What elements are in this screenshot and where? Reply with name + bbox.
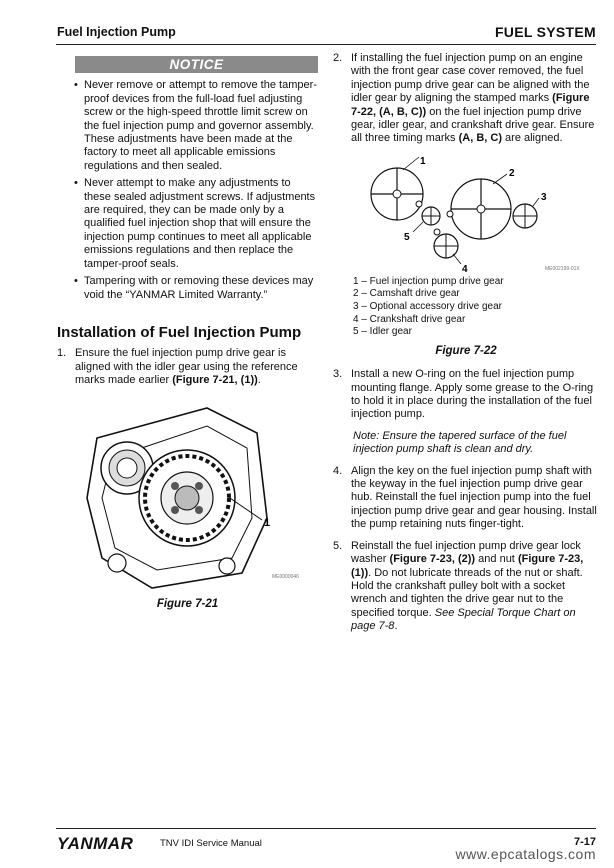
notice-bullet-3: • Tampering with or removing these devices may void the “YANMAR Limited Warranty.” [57,275,318,302]
notice-list [57,79,318,302]
step-number: 1. [57,347,67,360]
step-figure-ref: (Figure 7-22, (A, B, C)) [351,92,590,118]
torque-chart-ref: See Special Torque Chart on page 7-8 [351,606,576,633]
fig22-callout-3: 3 [541,191,547,203]
figure-7-21-callout: 1 [264,516,271,529]
step-figure-ref-2: (Figure 7-23, (1)) [351,553,584,579]
fig22-callout-2: 2 [509,167,515,179]
note-label: Note: [353,429,380,442]
note [333,430,599,457]
step-figure-ref-2: (A, B, C) [458,132,502,145]
step-4 [333,465,599,532]
right-column [333,52,599,642]
step-2 [333,52,599,146]
page-header-right: FUEL SYSTEM [494,24,596,40]
section-title: Installation of Fuel Injection Pump [57,323,302,341]
legend-item: 4 – Crankshaft drive gear [353,313,466,325]
step-text-tail-2: . Do not lubricate threads of the nut or shaft. Hold the crankshaft pulley bolt with a socket wrench and tighten the drive gear nut to the specified torque. [351,566,583,619]
step-figure-ref: (Figure 7-23, (2)) [389,553,476,566]
step-text: Ensure the fuel injection pump drive gear is aligned with the idler gear using the reference marks made earlier [75,347,298,387]
step-text: If installing the fuel injection pump on an engine with the front gear case cover removed, the fuel injection pump drive gear can be aligned with the idler gear by aligning the stamped marks [351,52,590,105]
note-text: Ensure the tapered surface of the fuel injection pump shaft is clean and dry. [353,429,567,456]
step-number: 3. [333,368,343,381]
footer-manual-title: TNV IDI Service Manual [160,838,262,849]
legend-item: 5 – Idler gear [353,326,412,338]
figure-7-22-gear-train [333,154,599,274]
step-text-tail-3: . [394,620,398,633]
left-column [57,56,318,611]
legend-item: 2 – Camshaft drive gear [353,288,460,300]
step-5 [333,540,599,634]
step-number: 4. [333,464,343,477]
page-number: 7-17 [573,836,596,848]
step-text: Reinstall the fuel injection pump drive gear lock washer [351,539,581,566]
notice-banner: NOTICE [75,56,318,73]
fig22-code: ME002199-01X [545,265,580,272]
fig22-callout-4: 4 [462,263,468,274]
footer-rule [56,828,596,829]
legend-item: 1 – Fuel injection pump drive gear [353,275,504,287]
watermark: www.epcatalogs.com [455,846,596,862]
legend-item: 3 – Optional accessory drive gear [353,301,502,313]
figure-7-22-legend [353,276,599,339]
figure-7-21-code: ME0000046 [272,573,299,580]
step-text-tail-2: are aligned. [501,132,563,145]
figure-7-22-caption: Figure 7-22 [435,344,497,357]
step-number: 5. [333,539,343,552]
step-text-tail: on the fuel injection pump drive gear, idler gear, and crankshaft drive gear. Ensure all three timing marks [351,105,595,145]
step-text-tail: . [257,374,261,387]
step-1 [57,347,318,387]
fig22-callout-1: 1 [420,155,426,167]
fig22-callout-5: 5 [404,231,410,243]
header-rule [56,44,596,45]
step-text: Install a new O-ring on the fuel injection pump mounting flange. Apply some grease to the O-ring to hold it in place during the installation of the fuel injection pump. [351,368,594,421]
notice-bullet-1: • Never remove or attempt to remove the tamper-proof devices from the full-load fuel adjusting screw or the high-speed throttle limit screw on the fuel injection pump and governor assembly. These adjustments have been made at the factory to meet all applicable emissions regulations and then sealed. [57,79,318,173]
page-header-left: Fuel Injection Pump [57,25,176,39]
step-3 [333,368,599,422]
step-number: 2. [333,52,343,64]
figure-7-21-caption: Figure 7-21 [156,597,219,610]
step-figure-ref: (Figure 7-21, (1)) [172,374,258,387]
notice-bullet-2: • Never attempt to make any adjustments to these sealed adjustment screws. If adjustments are required, they can be made only by a qualified fuel injection shop that will ensure the injection pump continues to meet all applicable emissions regulations and then replace the tamper-proof seals. [57,177,318,271]
step-text: Align the key on the fuel injection pump shaft with the keyway in the fuel injection pump drive gear hub. Reinstall the fuel injection pump into the fuel injection pump drive gear and gear housing. Install the pump retaining nuts finger-tight. [351,464,597,531]
figure-7-21-illustration [57,398,318,598]
step-text-tail: and nut [475,553,518,566]
yanmar-logo: YANMAR [57,834,134,853]
